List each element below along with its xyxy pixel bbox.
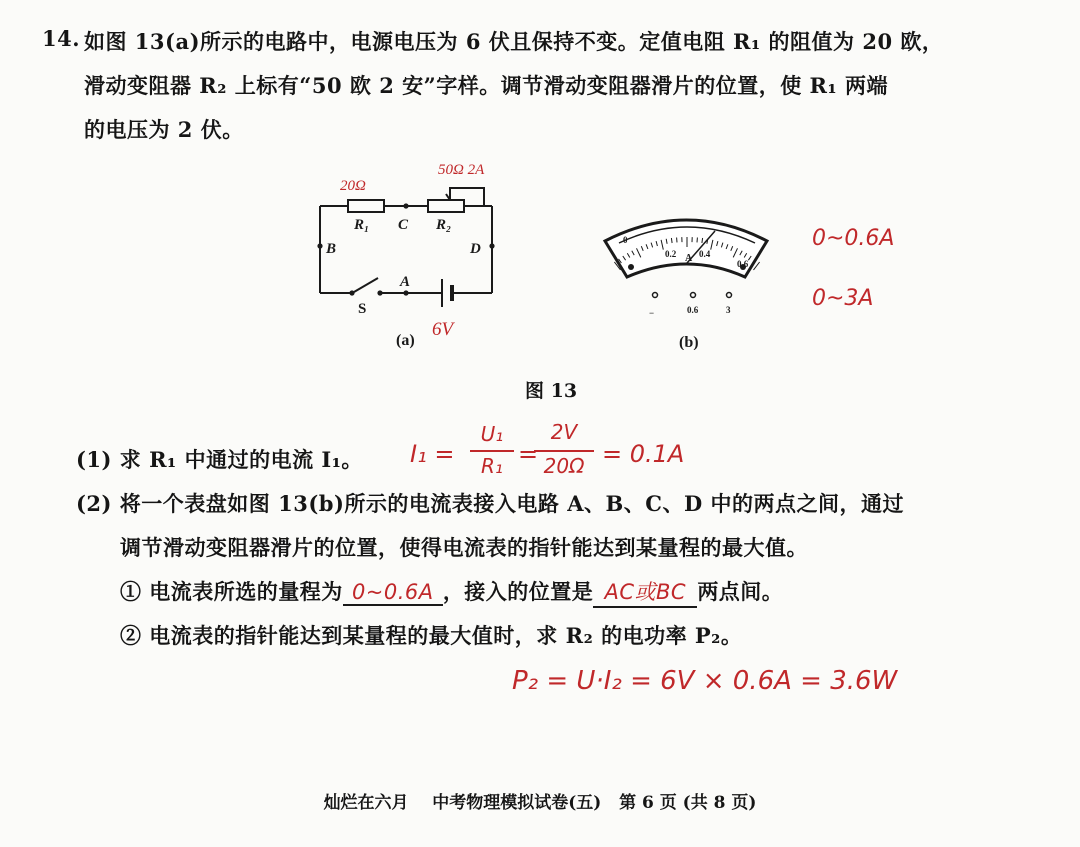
label-s: S xyxy=(358,301,367,317)
q2-blank-position xyxy=(593,576,697,608)
q1-answer-num2: 2V xyxy=(550,420,578,444)
terminal-label-0-6: 0.6 xyxy=(687,305,699,315)
ammeter-dial xyxy=(595,205,785,350)
scale-0: 0 xyxy=(623,235,628,245)
terminal-3 xyxy=(727,293,732,298)
scale-0-4: 0.4 xyxy=(699,249,711,259)
q1-answer: I₁ = U₁ R₁ = 2V 20Ω = 0.1A xyxy=(410,420,685,478)
label-d: D xyxy=(470,241,481,257)
node-b xyxy=(317,243,322,248)
caption-a: (a) xyxy=(396,332,415,349)
hw-range-large: 0~3A xyxy=(812,286,874,311)
page-footer: 灿烂在六月 中考物理模拟试卷(五) 第 6 页 (共 8 页) xyxy=(323,793,757,813)
scale-0-2: 0.2 xyxy=(665,249,677,259)
label-r1: R₁ xyxy=(354,217,370,233)
dial-tick xyxy=(702,238,703,243)
q1-answer-num1: U₁ xyxy=(480,422,504,446)
terminal-label-3: 3 xyxy=(726,305,731,315)
problem-number: 14. xyxy=(42,26,81,51)
circuit-diagram xyxy=(290,150,530,360)
node-a xyxy=(403,290,408,295)
terminal-0 xyxy=(653,293,658,298)
resistor-r1 xyxy=(348,200,384,212)
hw-range-small: 0~0.6A xyxy=(812,226,895,251)
resistor-r2 xyxy=(428,200,464,212)
q2-sub1-prefix: ① 电流表所选的量程为 xyxy=(120,579,343,604)
figure-title: 图 13 xyxy=(525,380,578,402)
hw-voltage: 6V xyxy=(432,319,454,340)
node-c xyxy=(403,203,408,208)
q2-blank-range xyxy=(343,579,443,606)
q2-sub1-suffix: 两点间。 xyxy=(697,579,784,604)
q2-blank-range-answer: 0~0.6A xyxy=(351,580,434,604)
q2-sub2-text: ② 电流表的指针能达到某量程的最大值时，求 R₂ 的电功率 P₂。 xyxy=(120,623,743,648)
problem-line-3: 的电压为 2 伏。 xyxy=(84,117,244,142)
label-r2: R₂ xyxy=(436,217,452,233)
hw-r1-value: 20Ω xyxy=(340,178,366,194)
node-d xyxy=(489,243,494,248)
terminal-sign: − xyxy=(649,308,655,318)
q1-answer-den2: 20Ω xyxy=(543,454,585,478)
q1-text: (1) 求 R₁ 中通过的电流 I₁。 xyxy=(76,447,363,472)
hw-r2-rating: 50Ω 2A xyxy=(438,162,485,178)
terminal-0-6 xyxy=(691,293,696,298)
q2-line-2: 调节滑动变阻器滑片的位置，使得电流表的指针能达到某量程的最大值。 xyxy=(120,535,808,560)
q2-line-1: (2) 将一个表盘如图 13(b)所示的电流表接入电路 A、B、C、D 中的两点之间，通过 xyxy=(76,491,904,516)
q2-blank-position-answer: AC或BC xyxy=(604,580,687,604)
q1-answer-result: = 0.1A xyxy=(602,440,685,468)
problem-line-1: 如图 13(a)所示的电路中，电源电压为 6 伏且保持不变。定值电阻 R₁ 的阻值为 20 欧， xyxy=(84,29,944,54)
q2-sub2-answer: P₂ = U·I₂ = 6V × 0.6A = 3.6W xyxy=(512,666,898,696)
label-a: A xyxy=(400,274,411,290)
scale-0-6: 0.6 xyxy=(737,259,749,269)
caption-b: (b) xyxy=(679,334,699,350)
q2-sub1 xyxy=(120,576,783,608)
problem-line-2: 滑动变阻器 R₂ 上标有“50 欧 2 安”字样。调节滑动变阻器滑片的位置，使 R₁ 两端 xyxy=(84,73,888,98)
switch-s xyxy=(354,278,378,292)
scale-unit: A xyxy=(685,253,693,264)
label-c: C xyxy=(398,217,409,233)
q1-answer-den1: R₁ xyxy=(481,454,503,478)
label-b: B xyxy=(326,241,337,257)
dial-tick xyxy=(671,238,672,243)
q1-answer-lhs: I₁ = xyxy=(410,440,455,468)
q2-sub1-middle: ，接入的位置是 xyxy=(442,579,594,604)
